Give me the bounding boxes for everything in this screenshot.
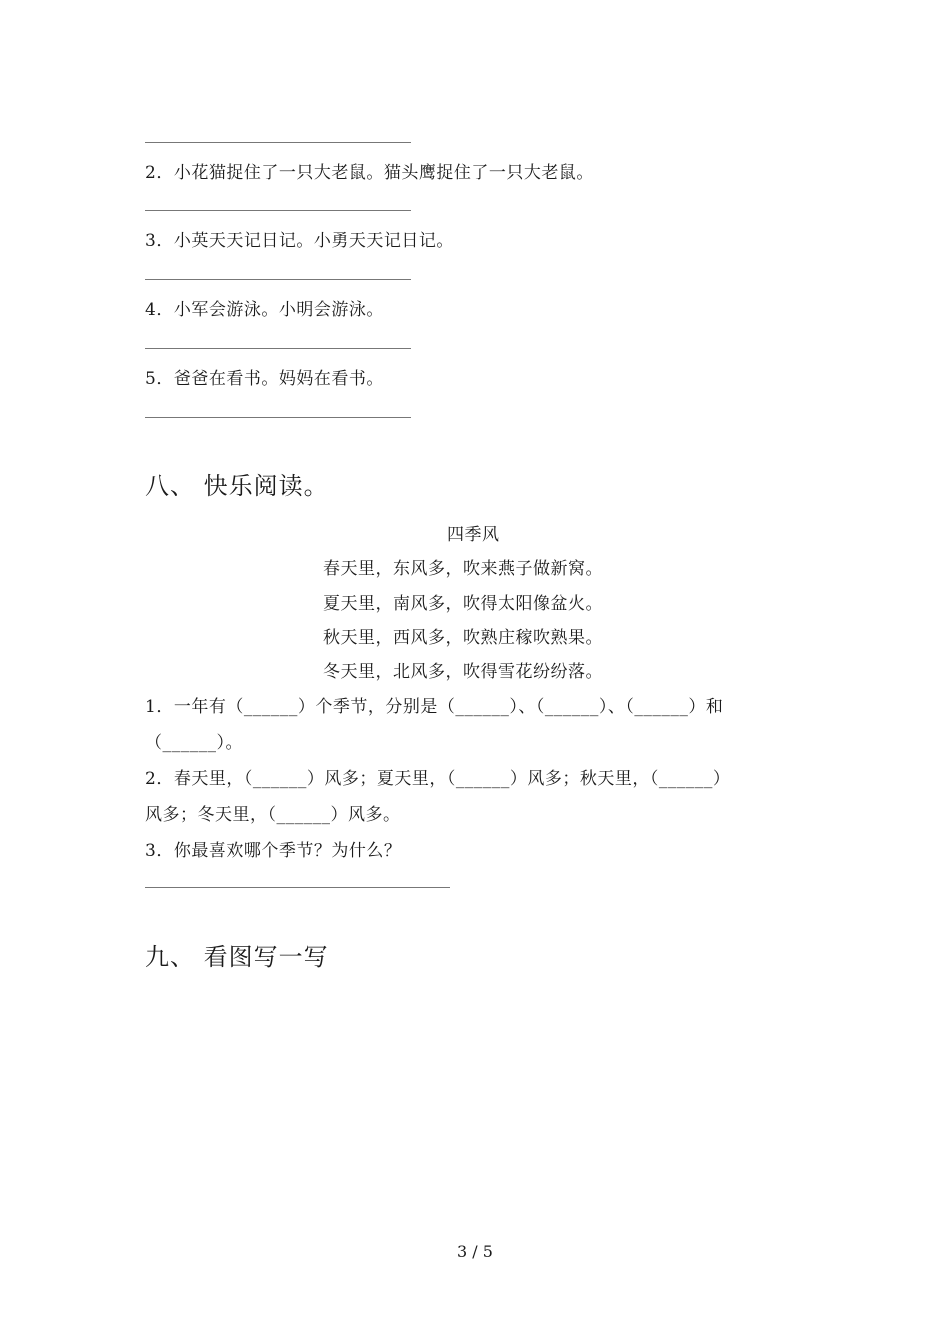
rewrite-item-4: 4．小军会游泳。小明会游泳。 bbox=[145, 300, 384, 320]
poem-title: 四季风 bbox=[447, 525, 500, 545]
page-number: 3 / 5 bbox=[457, 1242, 493, 1261]
answer-line-3 bbox=[145, 279, 411, 280]
poem-line: 冬天里，北风多，吹得雪花纷纷落。 bbox=[323, 662, 603, 682]
section-8-heading: 八、 快乐阅读。 bbox=[145, 472, 329, 500]
question-1-line-2: （______）。 bbox=[145, 733, 243, 753]
question-2-line-1: 2．春天里，（______）风多；夏天里，（______）风多；秋天里，（______） bbox=[145, 769, 731, 789]
answer-line-5 bbox=[145, 417, 411, 418]
poem-line: 夏天里，南风多，吹得太阳像盆火。 bbox=[323, 594, 603, 614]
question-3: 3．你最喜欢哪个季节？为什么？ bbox=[145, 841, 402, 861]
question-2-line-2: 风多；冬天里，（______）风多。 bbox=[145, 805, 401, 825]
rewrite-item-3: 3．小英天天记日记。小勇天天记日记。 bbox=[145, 231, 454, 251]
section-9-heading: 九、 看图写一写 bbox=[145, 943, 329, 971]
answer-line-q3 bbox=[145, 887, 450, 888]
answer-line-1 bbox=[145, 142, 411, 143]
question-1-line-1: 1．一年有（______）个季节，分别是（______）、（______）、（______）和 bbox=[145, 697, 724, 717]
rewrite-item-2: 2．小花猫捉住了一只大老鼠。猫头鹰捉住了一只大老鼠。 bbox=[145, 163, 594, 183]
poem-line: 秋天里，西风多，吹熟庄稼吹熟果。 bbox=[323, 628, 603, 648]
answer-line-2 bbox=[145, 210, 411, 211]
poem-line: 春天里，东风多，吹来燕子做新窝。 bbox=[323, 559, 603, 579]
rewrite-item-5: 5．爸爸在看书。妈妈在看书。 bbox=[145, 369, 384, 389]
answer-line-4 bbox=[145, 348, 411, 349]
